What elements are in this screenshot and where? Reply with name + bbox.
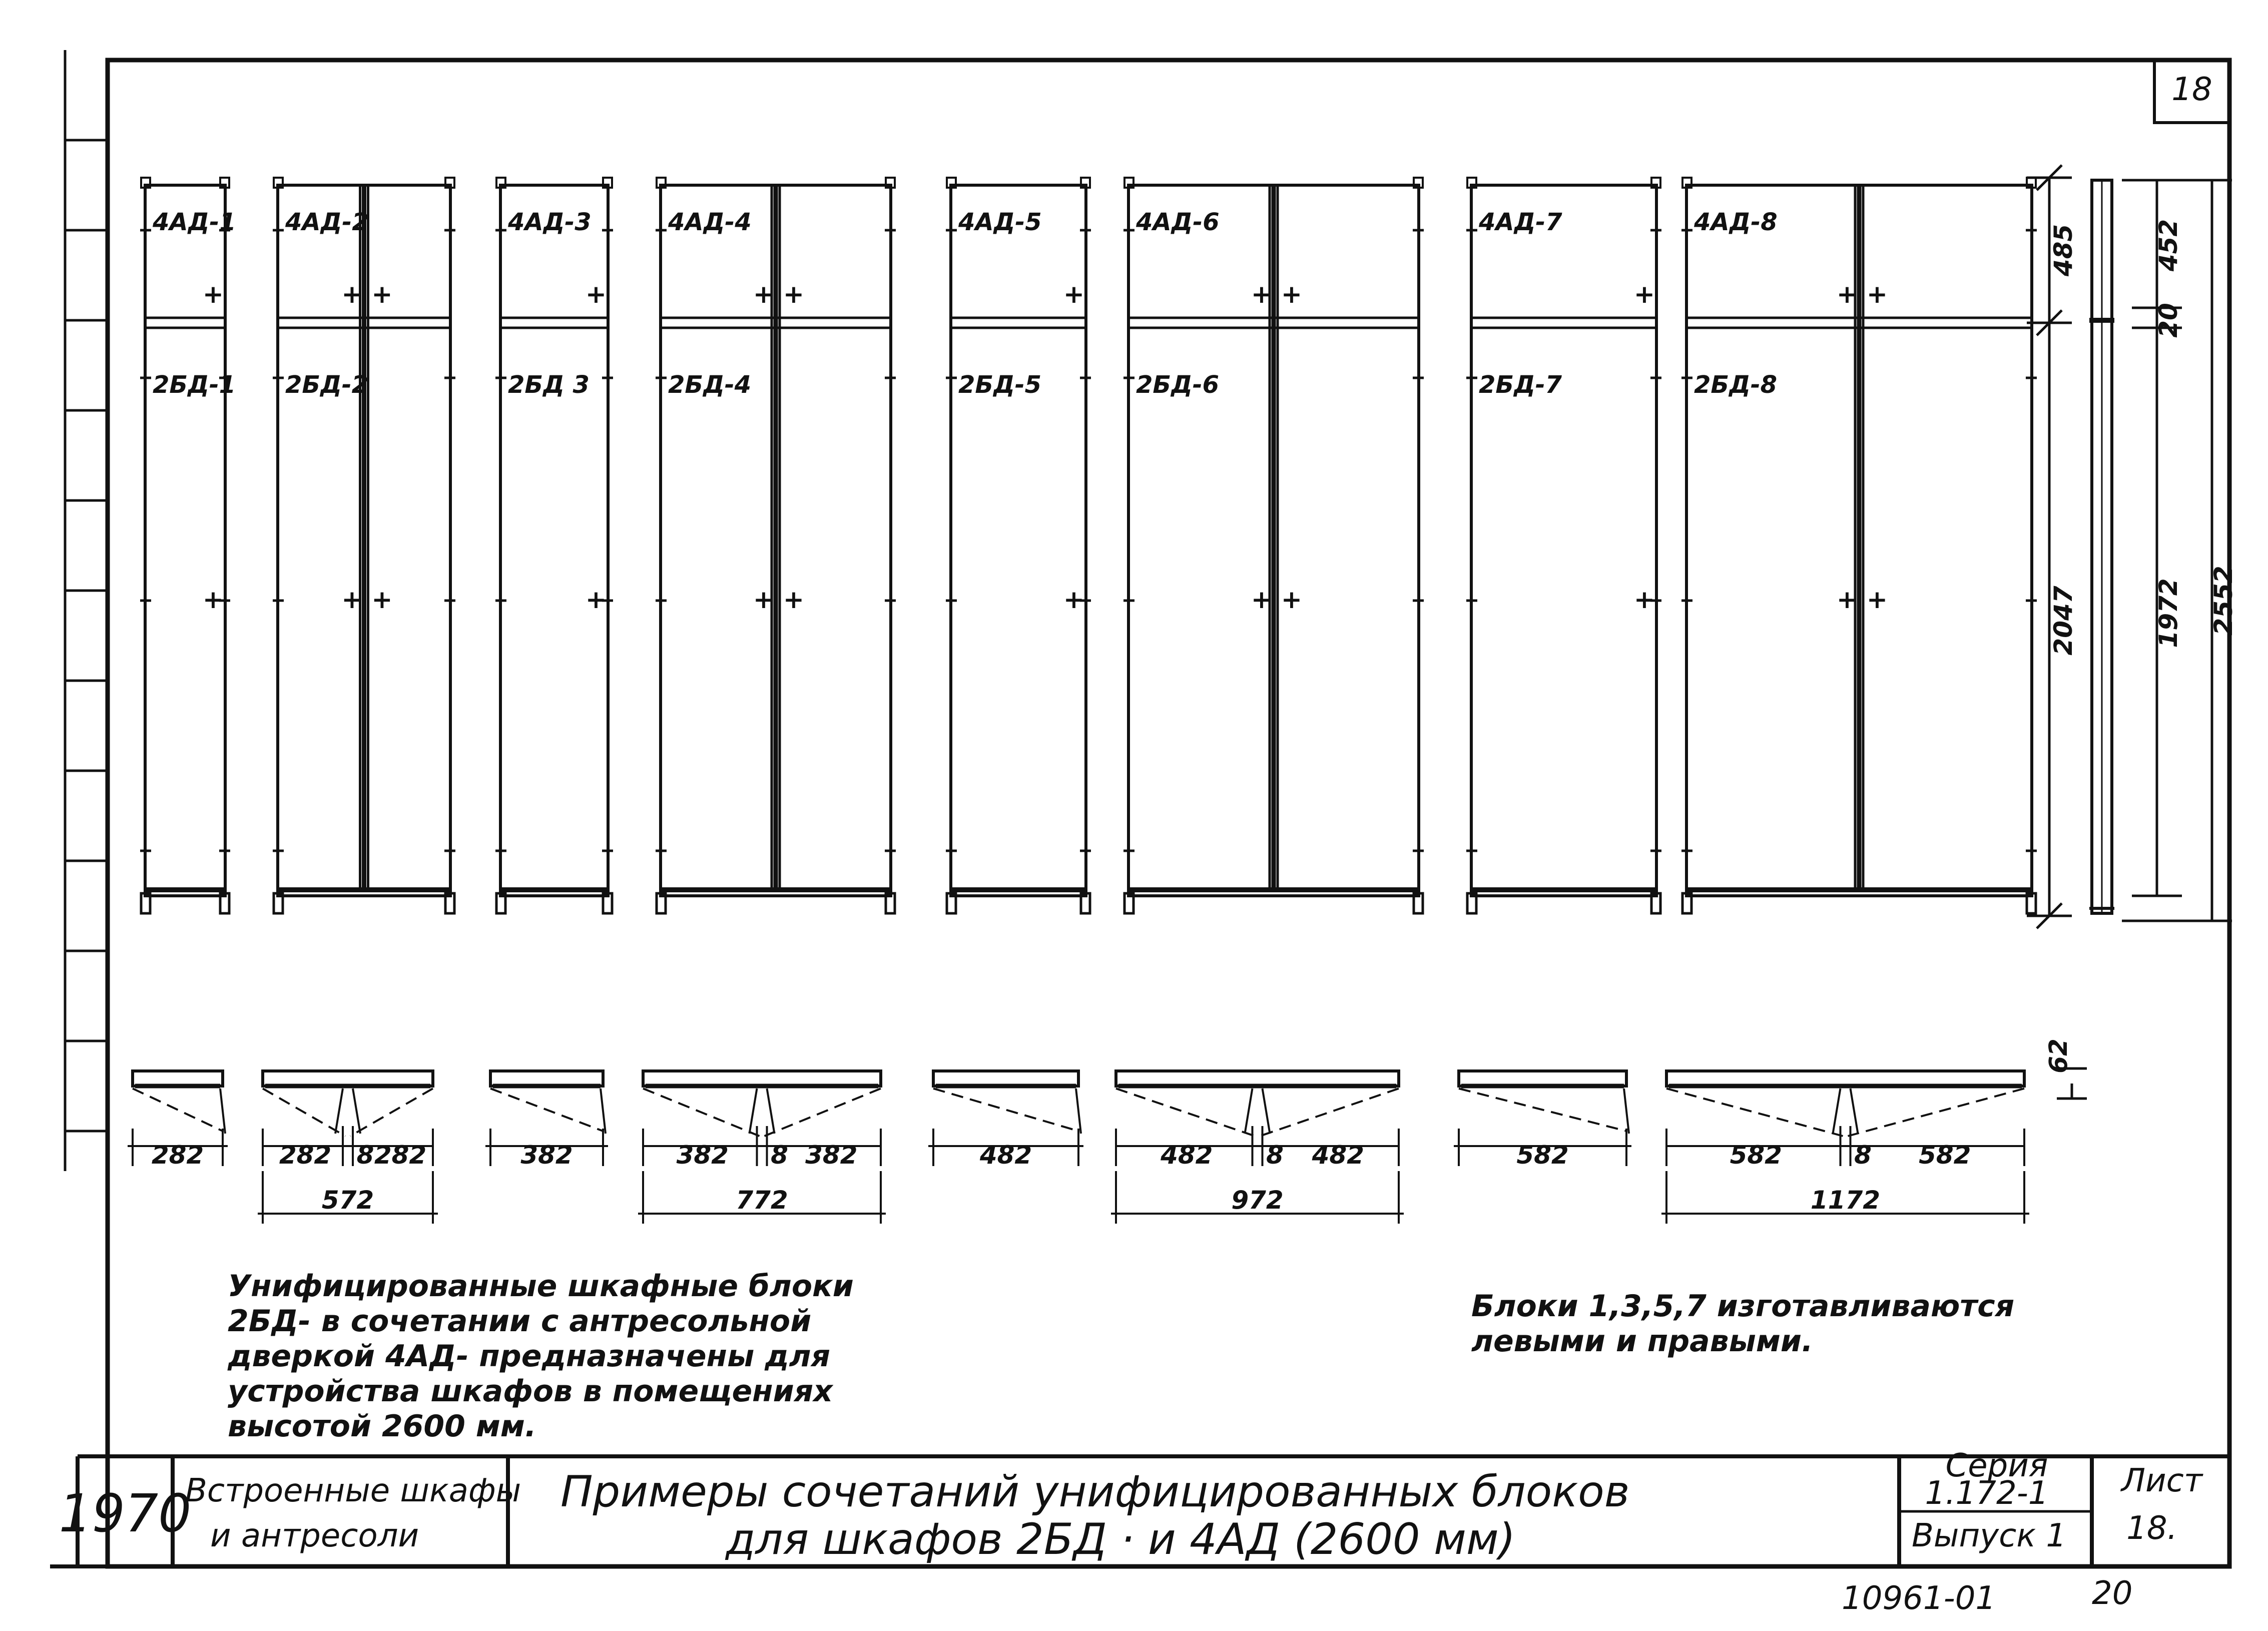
plan-dim-part: 8 (771, 1141, 788, 1170)
bottom-page: 20 (2092, 1575, 2133, 1612)
swing-arc (220, 1089, 225, 1134)
handle-mark: + (203, 280, 224, 309)
cabinet-2 (273, 178, 455, 913)
note-left-line: Унифицированные шкафные блоки (228, 1269, 854, 1304)
lower-block-label: 2БД-4 (668, 371, 752, 399)
upper-door-label: 4АД-6 (1136, 208, 1220, 236)
plan-view-4 (638, 1071, 886, 1224)
side-elevation (2089, 180, 2232, 921)
plan-dim-part: 8 (1266, 1141, 1284, 1170)
cabinet-3 (495, 178, 613, 913)
swing-arc (1263, 1089, 1270, 1134)
swing-arc (1260, 1089, 1399, 1136)
title-block-subject-line2: и антресоли (210, 1517, 419, 1554)
title-block-series-label: Серия (1945, 1447, 2048, 1484)
handle-mark: + (753, 280, 774, 309)
plan-view-2 (258, 1071, 438, 1224)
height-dim-upper: 485 (2049, 224, 2078, 277)
plan-dim-part: 382 (676, 1141, 729, 1170)
side-dim-top: 452 (2154, 219, 2183, 272)
cabinet-4 (656, 178, 896, 913)
cabinet-6 (1123, 178, 1424, 913)
note-left-line: дверкой 4АД- предназначены для (228, 1339, 831, 1374)
plan-dim-part: 482 (1161, 1141, 1213, 1170)
upper-door-label: 4АД-8 (1694, 208, 1778, 236)
swing-arc (1245, 1089, 1253, 1134)
swing-arc (1624, 1089, 1629, 1134)
handle-mark: + (1837, 280, 1858, 309)
swing-arc (765, 1089, 881, 1136)
note-right (1471, 1289, 2014, 1359)
plan-dim-part: 582 (1730, 1141, 1782, 1170)
upper-door-label: 4АД-1 (153, 208, 236, 236)
cabinet-8 (1681, 178, 2037, 913)
title-block-title-line1: Примеры сочетаний унифицированных блоков (560, 1467, 1630, 1517)
title-block-sheet-label: Лист (2121, 1462, 2203, 1499)
plan-dim-part: 8 (356, 1141, 374, 1170)
handle-mark: + (1837, 585, 1858, 614)
cabinet-elevations (140, 178, 2037, 913)
side-dim-mid: 1972 (2154, 578, 2183, 648)
cabinet-5 (946, 178, 1091, 913)
plan-dim-part: 282 (374, 1141, 427, 1170)
plan-dim-part: 8 (1854, 1141, 1872, 1170)
swing-arc (767, 1089, 775, 1134)
swing-arc (1116, 1089, 1255, 1136)
lower-block-label: 2БД-5 (958, 371, 1042, 399)
swing-arc (263, 1089, 345, 1136)
swing-arc (1076, 1089, 1081, 1134)
title-block-issue: Выпуск 1 (1912, 1517, 2067, 1554)
handle-mark: + (753, 585, 774, 614)
swing-arc (601, 1089, 606, 1134)
swing-arc (350, 1089, 433, 1136)
upper-door-label: 4АД-3 (508, 208, 592, 236)
handle-mark: + (1867, 585, 1888, 614)
plan-views (128, 1071, 2029, 1224)
handle-mark: + (1063, 280, 1084, 309)
plan-dim-part: 382 (520, 1141, 573, 1170)
swing-arc (353, 1089, 360, 1134)
note-left (227, 1269, 854, 1444)
plan-dim-total: 772 (736, 1186, 788, 1215)
plan-dim-part: 482 (1312, 1141, 1364, 1170)
handle-mark: + (1281, 280, 1302, 309)
sheet-number-top: 18 (2171, 71, 2212, 108)
side-dim-gap: 20 (2154, 303, 2183, 338)
handle-mark: + (1867, 280, 1888, 309)
handle-mark: + (1063, 585, 1084, 614)
lower-block-label: 2БД-1 (153, 371, 236, 399)
swing-arc (750, 1089, 757, 1134)
swing-arc (133, 1089, 223, 1131)
swing-arc (1851, 1089, 1858, 1134)
handle-mark: + (341, 585, 363, 614)
height-dim-lower: 2047 (2049, 586, 2078, 656)
handle-mark: + (203, 585, 224, 614)
note-right-line: левыми и правыми. (1471, 1324, 1813, 1359)
handle-mark: + (586, 585, 607, 614)
handle-mark: + (783, 585, 804, 614)
cabinet-outline (1471, 185, 1656, 896)
plan-dim-part: 382 (805, 1141, 858, 1170)
handle-mark: + (586, 280, 607, 309)
plan-view-3 (485, 1071, 608, 1170)
upper-door-label: 4АД-4 (668, 208, 752, 236)
handle-mark: + (1634, 585, 1655, 614)
handle-mark: + (341, 280, 363, 309)
handle-mark: + (1251, 585, 1272, 614)
swing-arc (1666, 1089, 1843, 1136)
plan-view-8 (1661, 1071, 2029, 1224)
lower-block-label: 2БД 3 (508, 371, 590, 399)
plan-view-1 (128, 1071, 228, 1170)
upper-door-label: 4АД-5 (958, 208, 1042, 236)
plan-dim-part: 282 (151, 1141, 204, 1170)
lower-block-label: 2БД-6 (1136, 371, 1220, 399)
title-block-series-value: 1.172-1 (1925, 1475, 2049, 1512)
plan-dim-total: 972 (1231, 1186, 1284, 1215)
swing-arc (643, 1089, 760, 1136)
note-left-line: 2БД- в сочетании с антресольной (228, 1304, 812, 1339)
title-block-title-line2: для шкафов 2БД · и 4АД (2600 мм) (726, 1514, 1516, 1564)
handle-mark: + (371, 585, 393, 614)
swing-arc (335, 1089, 343, 1134)
swing-arc (1848, 1089, 2025, 1136)
swing-arc (490, 1089, 603, 1131)
cabinet-7 (1466, 178, 1661, 913)
plan-view-6 (1111, 1071, 1404, 1224)
swing-arc (1459, 1089, 1626, 1131)
upper-door-label: 4АД-2 (285, 208, 369, 236)
plan-dim-part: 482 (979, 1141, 1032, 1170)
plan-dim-total: 572 (321, 1186, 374, 1215)
title-block-subject-line1: Встроенные шкафы (185, 1472, 521, 1509)
plan-dim-part: 582 (1919, 1141, 1971, 1170)
lower-block-label: 2БД-7 (1479, 371, 1562, 399)
plan-dim-total: 1172 (1810, 1186, 1881, 1215)
plan-dim-part: 282 (279, 1141, 332, 1170)
handle-mark: + (783, 280, 804, 309)
swing-arc (1833, 1089, 1841, 1134)
side-dim-total: 2552 (2209, 566, 2238, 636)
cabinet-1 (140, 178, 236, 913)
note-left-line: высотой 2600 мм. (228, 1409, 536, 1444)
handle-mark: + (371, 280, 393, 309)
upper-door-label: 4АД-7 (1479, 208, 1562, 236)
title-block-year: 1970 (59, 1483, 192, 1544)
bottom-code: 10961-01 (1842, 1580, 1996, 1617)
plan-dim-part: 582 (1516, 1141, 1569, 1170)
title-block-sheet-value: 18. (2126, 1510, 2177, 1547)
plan-view-5 (928, 1071, 1083, 1170)
handle-mark: + (1634, 280, 1655, 309)
plan-view-7 (1454, 1071, 1631, 1170)
swing-arc (933, 1089, 1078, 1131)
note-left-line: устройства шкафов в помещениях (228, 1374, 833, 1409)
handle-mark: + (1251, 280, 1272, 309)
lower-block-label: 2БД-8 (1694, 371, 1778, 399)
handle-mark: + (1281, 585, 1302, 614)
note-right-line: Блоки 1,3,5,7 изготавливаются (1471, 1289, 2015, 1324)
height-dimensions (2027, 165, 2072, 928)
depth-dim-label: 62 (2044, 1038, 2073, 1073)
lower-block-label: 2БД-2 (285, 371, 369, 399)
